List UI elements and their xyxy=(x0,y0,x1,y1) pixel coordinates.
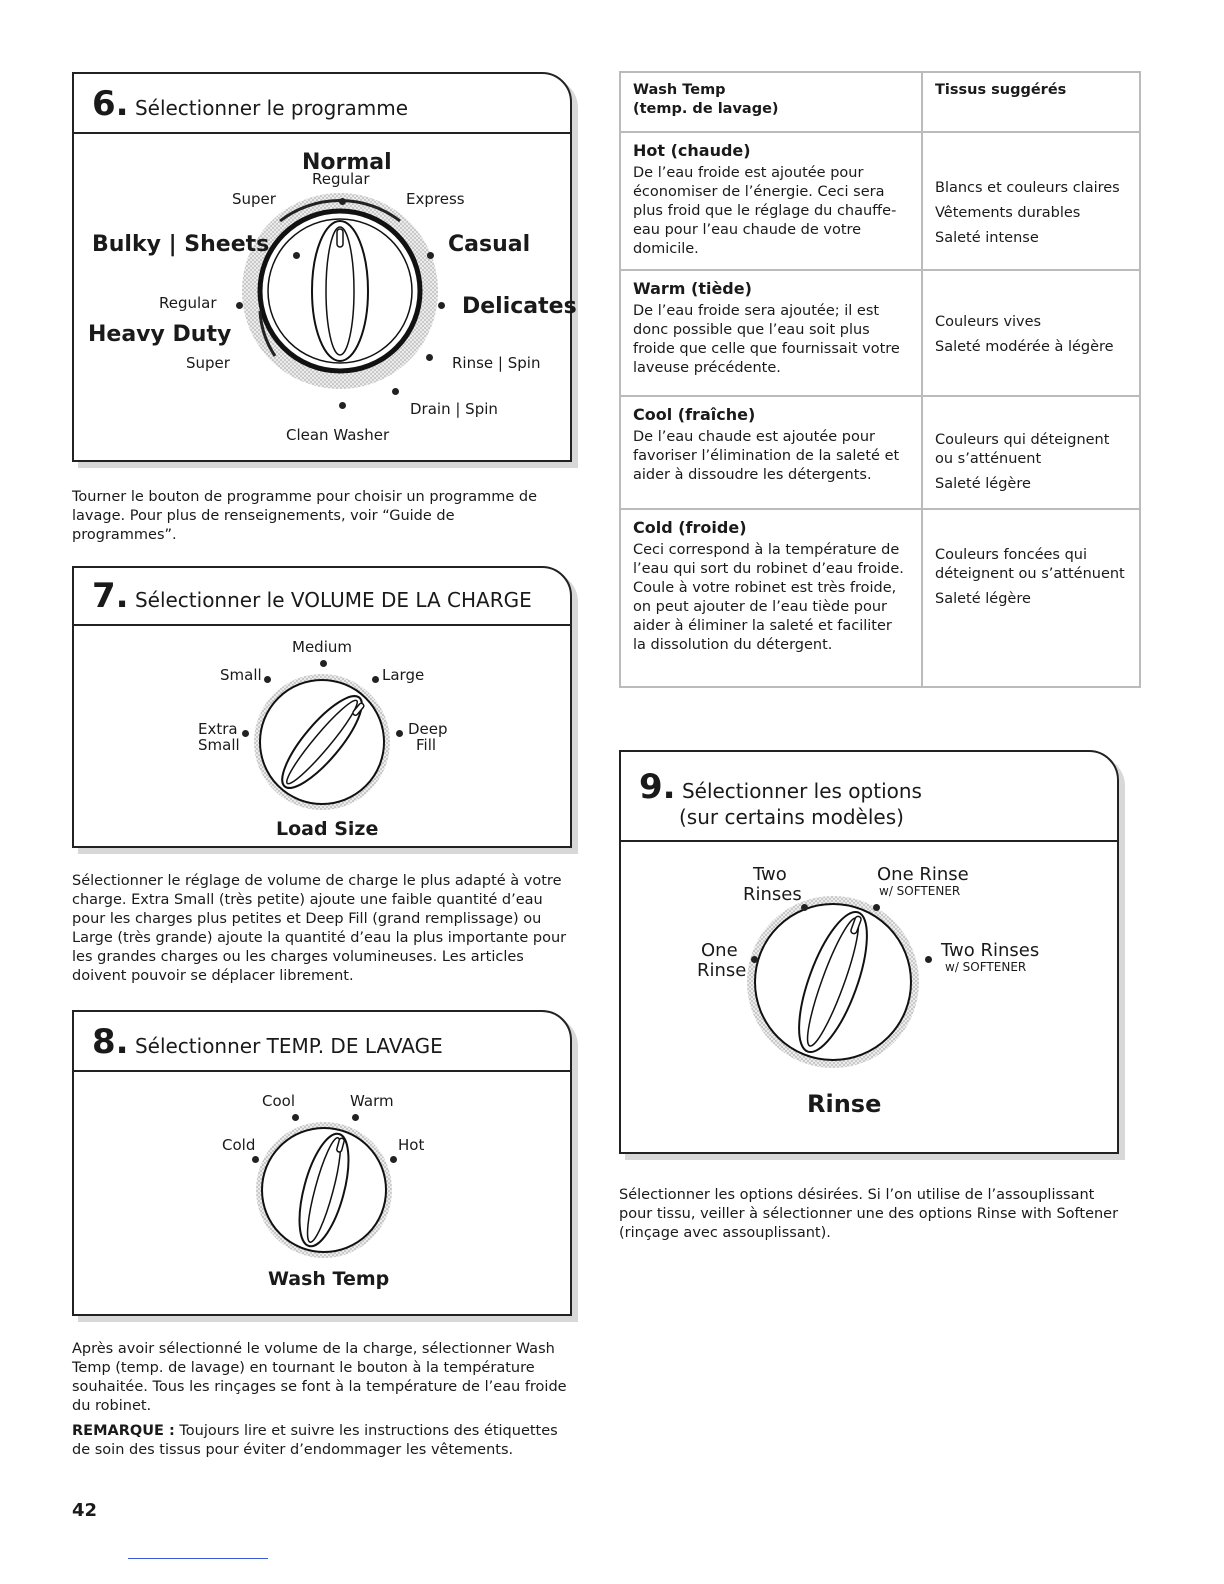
label-one-rinse: Rinse xyxy=(697,960,747,981)
dial-mark-two-rinses-softener xyxy=(925,956,932,963)
label-normal: Normal xyxy=(302,150,392,175)
label-delicates: Delicates xyxy=(462,294,577,319)
section-7-number: 7. xyxy=(92,576,129,616)
dial-mark-bulky xyxy=(293,252,300,259)
dial-mark-delicates xyxy=(438,302,445,309)
section-9-title-line2: (sur certains modèles) xyxy=(679,805,904,829)
label-softener-2: w/ SOFTENER xyxy=(945,960,1027,974)
section-7-header xyxy=(74,568,570,626)
wash-temp-dial-diagram xyxy=(74,1072,570,1314)
dial-mark-rinse-spin xyxy=(426,354,433,361)
section-7-title: Sélectionner le VOLUME DE LA CHARGE xyxy=(134,588,532,612)
dial-mark-deep-fill xyxy=(396,730,403,737)
label-deep: Deep xyxy=(408,720,448,738)
dial-mark-medium xyxy=(320,660,327,667)
label-cool: Cool xyxy=(262,1092,295,1110)
section-9-title-line1: Sélectionner les options xyxy=(681,779,922,803)
section-6-box xyxy=(72,72,577,462)
wash-temp-knob[interactable] xyxy=(254,1120,394,1260)
label-extra-small: Small xyxy=(198,736,240,754)
load-size-dial-diagram xyxy=(74,626,570,846)
label-two: Two xyxy=(753,864,787,885)
label-large: Large xyxy=(382,666,425,684)
table-row: Cold (froide) Ceci correspond à la température de l’eau qui sort du robinet d’eau froide. Coule à votre robinet est très froide, on peut ajouter de l’eau tiède pour aider à éliminer la saleté et faciliter la dissolution du détergent. Couleurs foncées qui déteignent ou s’atténuent Saleté légère xyxy=(620,509,1140,687)
note-label: REMARQUE : xyxy=(72,1423,175,1439)
label-warm: Warm xyxy=(350,1092,394,1110)
label-bulky-sheets: Bulky | Sheets xyxy=(92,232,270,257)
section-7-caption: Sélectionner le réglage de volume de charge le plus adapté à votre charge. Extra Small (très petite) ajoute une faible quantité d’eau pour les charges plus petites et Deep Fill (grand remplissage) ou Large (très grande) ajoute la quantité d’eau la plus importante pour les grandes charges ou les charges volumineuses. Les articles doivent pouvoir se déplacer librement. xyxy=(72,873,567,984)
label-super-top: Super xyxy=(232,190,276,208)
dial-mark-normal xyxy=(339,198,346,205)
label-one-rinse-softener: One Rinse xyxy=(877,864,969,885)
label-super-left: Super xyxy=(186,354,230,372)
section-9-number: 9. xyxy=(639,767,676,807)
label-regular-left: Regular xyxy=(159,294,217,312)
dial-mark-regular xyxy=(236,302,243,309)
dial-mark-small xyxy=(264,676,271,683)
table-row: Hot (chaude) De l’eau froide est ajoutée pour économiser de l’énergie. Ceci sera plus froid que le réglage du chauffe-eau pour l’eau chaude de votre domicile. Blancs et couleurs claires Vêtements durables Saleté intense xyxy=(620,132,1140,270)
section-6-title: Sélectionner le programme xyxy=(134,96,409,120)
section-6-number: 6. xyxy=(92,84,129,124)
dial-mark-cool xyxy=(292,1114,299,1121)
dial-mark-two-rinses xyxy=(801,904,808,911)
header-fabrics: Tissus suggérés xyxy=(922,72,1140,132)
label-two-rinses-softener: Two Rinses xyxy=(941,940,1040,961)
label-rinse: Rinse xyxy=(807,1090,882,1118)
section-8-box xyxy=(72,1010,572,1316)
dial-mark-one-rinse-softener xyxy=(873,904,880,911)
rinse-dial-diagram xyxy=(621,842,1117,1152)
note-text: Toujours lire et suivre les instructions des étiquettes de soin des tissus pour éviter d’endommager les vêtements. xyxy=(72,1423,558,1458)
section-6-header xyxy=(74,74,570,134)
table-header-row xyxy=(620,72,1140,132)
label-softener-1: w/ SOFTENER xyxy=(879,884,961,898)
label-fill: Fill xyxy=(416,736,437,754)
dial-mark-large xyxy=(372,676,379,683)
label-wash-temp: Wash Temp xyxy=(268,1268,390,1290)
label-medium: Medium xyxy=(292,638,352,656)
label-heavy-duty: Heavy Duty xyxy=(88,322,232,347)
label-cold: Cold xyxy=(222,1136,256,1154)
dial-mark-drain-spin xyxy=(392,388,399,395)
dial-mark-cold xyxy=(252,1156,259,1163)
label-extra: Extra xyxy=(198,720,238,738)
label-load-size: Load Size xyxy=(276,818,379,840)
section-9-caption: Sélectionner les options désirées. Si l’on utilise de l’assouplissant pour tissu, veiller à sélectionner une des options Rinse with Softener (rinçage avec assouplissant). xyxy=(619,1187,1119,1241)
footer-line xyxy=(128,1558,268,1559)
section-8-title: Sélectionner TEMP. DE LAVAGE xyxy=(134,1034,443,1058)
cycle-dial-diagram xyxy=(74,134,577,460)
cycle-knob[interactable] xyxy=(240,191,440,391)
dial-mark-casual xyxy=(427,252,434,259)
section-8-header xyxy=(74,1012,570,1072)
dial-mark-clean-washer xyxy=(339,402,346,409)
rinse-knob[interactable] xyxy=(745,894,921,1070)
table-row: Cool (fraîche) De l’eau chaude est ajoutée pour favoriser l’élimination de la saleté et aider à dissoudre les détergents. Couleurs qui déteignent ou s’atténuent Saleté légère xyxy=(620,396,1140,509)
section-9-header xyxy=(621,752,1117,842)
dial-mark-one-rinse xyxy=(751,956,758,963)
section-8-number: 8. xyxy=(92,1022,129,1062)
header-wash-temp: Wash Temp (temp. de lavage) xyxy=(620,72,922,132)
label-regular-top: Regular xyxy=(312,170,370,188)
table-row: Warm (tiède) De l’eau froide sera ajoutée; il est donc possible que l’eau soit plus froide que celle que fournissait votre laveuse précédente. Couleurs vives Saleté modérée à légère xyxy=(620,270,1140,396)
section-6-caption: Tourner le bouton de programme pour choisir un programme de lavage. Pour plus de renseignements, voir “Guide de programmes”. xyxy=(72,489,538,543)
page-number: 42 xyxy=(72,1500,98,1521)
label-clean-washer: Clean Washer xyxy=(286,426,390,444)
load-size-knob[interactable] xyxy=(252,672,392,812)
section-9-box xyxy=(619,750,1119,1154)
section-7-box xyxy=(72,566,572,848)
label-casual: Casual xyxy=(448,232,531,257)
wash-temp-table xyxy=(619,71,1141,688)
label-hot: Hot xyxy=(398,1136,425,1154)
dial-mark-hot xyxy=(390,1156,397,1163)
label-drain-spin: Drain | Spin xyxy=(410,400,498,418)
label-express: Express xyxy=(406,190,465,208)
section-8-caption: Après avoir sélectionné le volume de la charge, sélectionner Wash Temp (temp. de lavage) en tournant le bouton à la température souhaitée. Tous les rinçages se font à la température de l’eau froide du robinet. REMARQUE : Toujours lire et suivre les instructions des étiquettes de soin des tissus pour éviter d’endommager les vêtements. xyxy=(72,1341,567,1458)
label-rinse-spin: Rinse | Spin xyxy=(452,354,541,372)
dial-mark-extra-small xyxy=(242,730,249,737)
label-rinses: Rinses xyxy=(743,884,802,905)
label-small: Small xyxy=(220,666,262,684)
dial-mark-warm xyxy=(352,1114,359,1121)
label-one: One xyxy=(701,940,738,961)
